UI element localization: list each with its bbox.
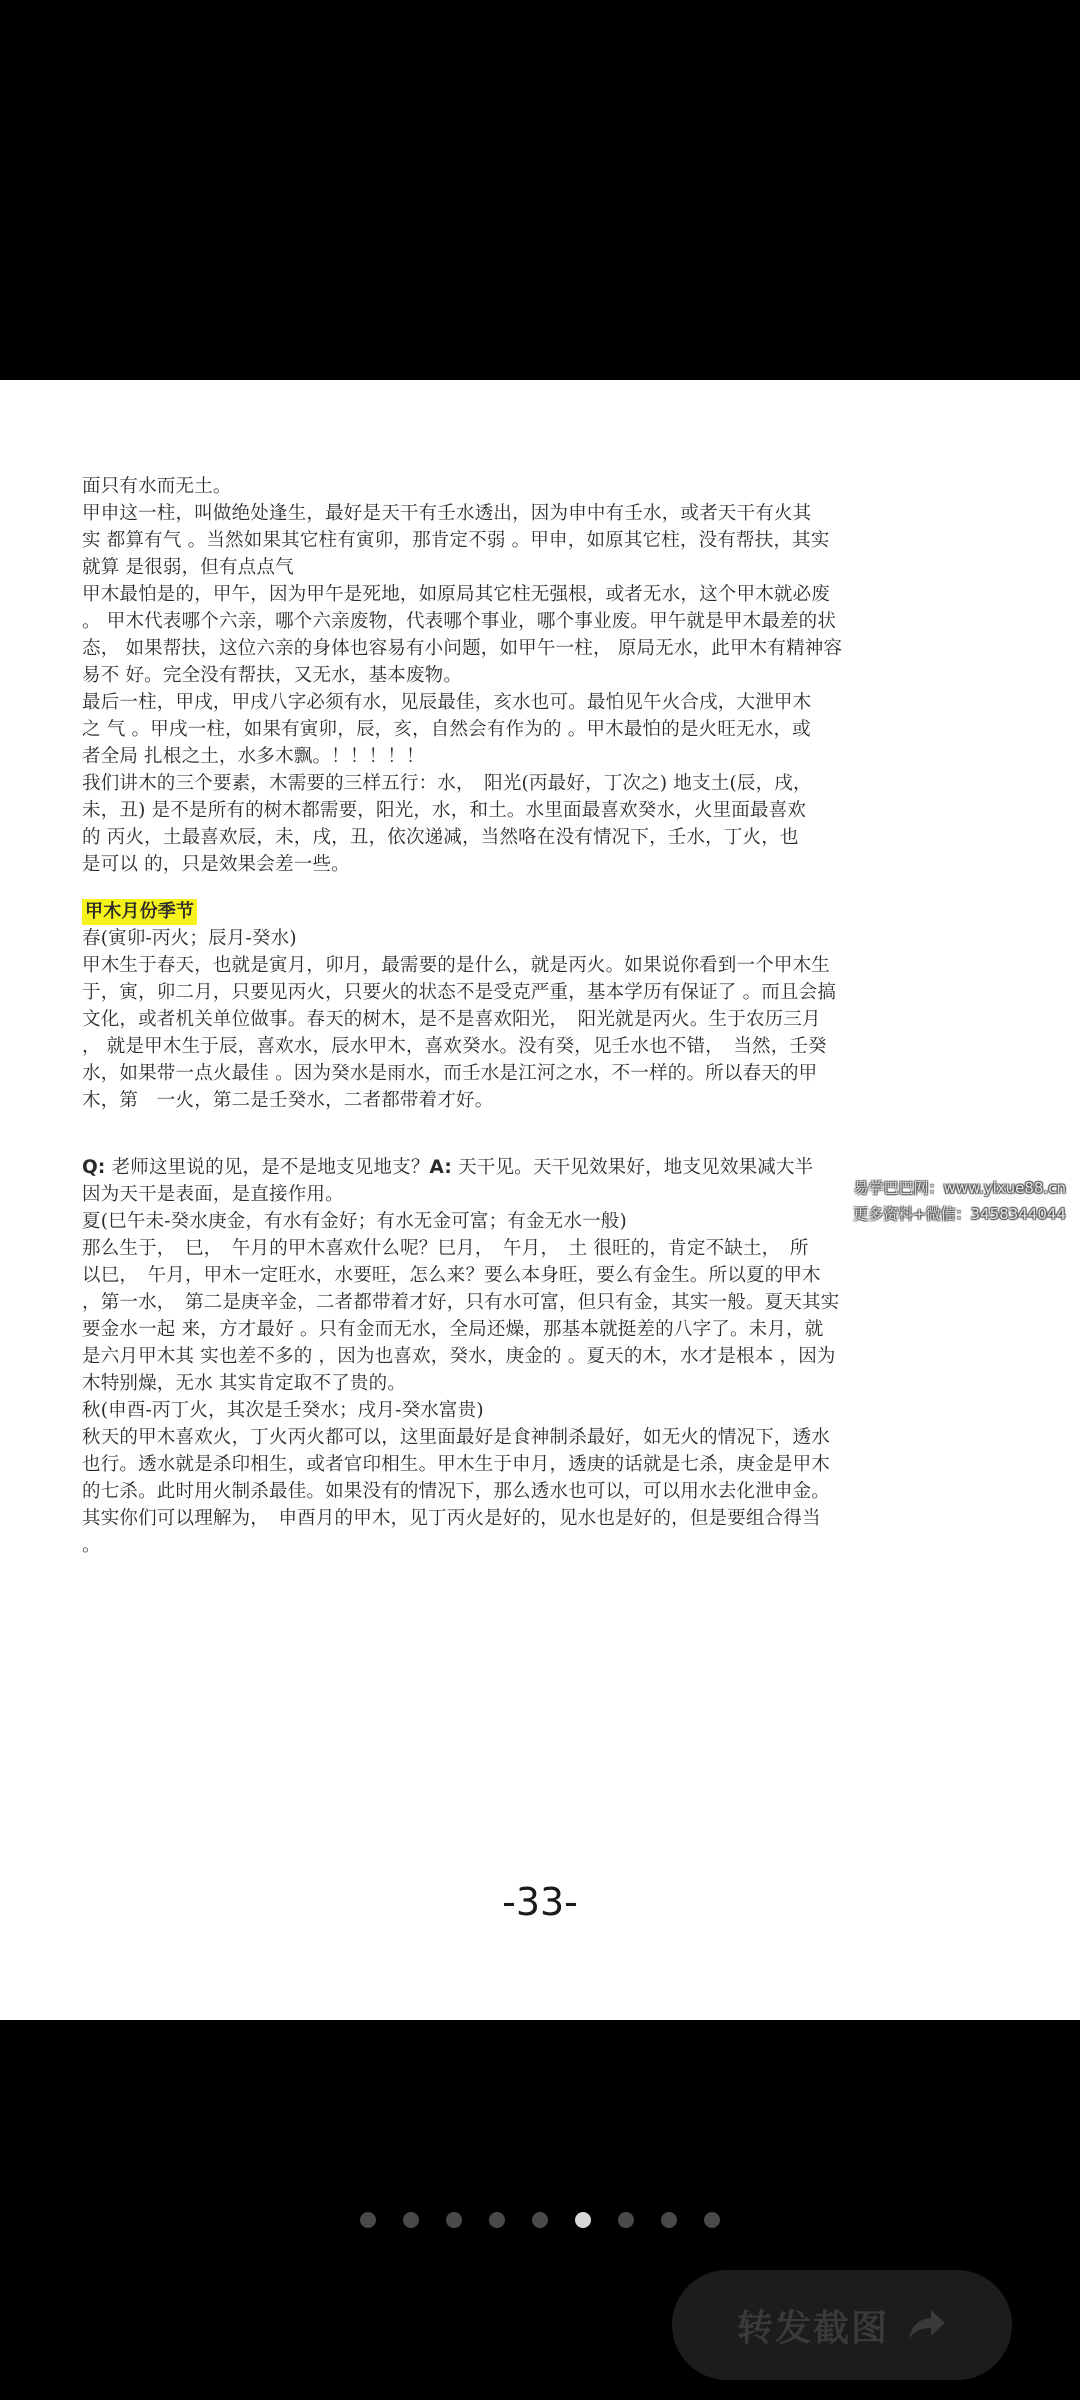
page-indicator — [0, 2212, 1080, 2228]
q-label: Q: — [82, 1157, 106, 1178]
intro-text-line: 最后一柱，甲戌，甲戌八字必须有水，见辰最佳，亥水也可。最怕见午火合戌，大泄甲木 — [82, 692, 812, 713]
summer-autumn-text-line: 秋天的甲木喜欢火，丁火丙火都可以，这里面最好是食神制杀最好，如无火的情况下，透水 — [82, 1427, 831, 1448]
page-indicator-dot[interactable] — [618, 2212, 634, 2228]
qa-continuation: 因为天干是表面，是直接作用。 — [82, 1184, 344, 1205]
section-heading: 甲木月份季节 — [82, 899, 197, 925]
page-indicator-dot[interactable] — [489, 2212, 505, 2228]
share-arrow-icon — [907, 2308, 947, 2342]
summer-autumn-text-line: 以巳， 午月，甲木一定旺水，水要旺，怎么来？要么本身旺，要么有金生。所以夏的甲木 — [82, 1265, 821, 1286]
watermark-line-2: 更多资料+微信：3458344044 — [852, 1205, 1066, 1223]
intro-text-line: 的 丙火，土最喜欢辰，未，戌，丑，依次递减，当然咯在没有情况下，壬水，丁火，也 — [82, 827, 799, 848]
summer-autumn-text-line: 木特别燥，无水 其实肯定取不了贵的。 — [82, 1373, 406, 1394]
intro-text-line: 。 甲木代表哪个六亲，哪个六亲废物，代表哪个事业，哪个事业废。甲午就是甲木最差的状 — [82, 611, 837, 632]
top-dark-area — [0, 0, 1080, 380]
document-page — [0, 380, 1080, 2020]
intro-text-line: 态， 如果帮扶，这位六亲的身体也容易有小问题，如甲午一柱， 原局无水，此甲木有精神容 — [82, 638, 843, 659]
watermark-line-1: 易学巴巴网：www.yixue88.cn — [853, 1179, 1066, 1197]
summer-autumn-text-line: ，第一水， 第二是庚辛金，二者都带着才好，只有水可富，但只有金，其实一般。夏天其实 — [82, 1292, 840, 1313]
intro-text-line: 易不 好。完全没有帮扶，又无水，基本废物。 — [82, 665, 463, 686]
spring-text-line: ， 就是甲木生于辰，喜欢水，辰水甲木，喜欢癸水。没有癸，见壬水也不错， 当然，壬癸 — [82, 1036, 827, 1057]
q-text: 老师这里说的见，是不是地支见地支？ — [105, 1157, 430, 1178]
spring-text-line: 木，第 一火，第二是壬癸水，二者都带着才好。 — [82, 1090, 494, 1111]
watermark — [853, 1175, 1066, 1227]
intro-text-line: 之 气 。甲戌一柱，如果有寅卯，辰，亥，自然会有作为的 。甲木最怕的是火旺无水，或 — [82, 719, 811, 740]
page-indicator-dot[interactable] — [532, 2212, 548, 2228]
summer-autumn-text-line: 其实你们可以理解为， 申酉月的甲木，见丁丙火是好的，见水也是好的，但是要组合得当 — [82, 1508, 821, 1529]
summer-autumn-text-line: 秋(申酉-丙丁火，其次是壬癸水；戌月-癸水富贵) — [82, 1400, 484, 1421]
spring-text-line: 春(寅卯-丙火；辰月-癸水) — [82, 928, 297, 949]
summer-autumn-text-line: 也行。透水就是杀印相生，或者官印相生。甲木生于申月，透庚的话就是七杀，庚金是甲木 — [82, 1454, 831, 1475]
intro-text-line: 实 都算有气 。当然如果其它柱有寅卯，那肯定不弱 。甲申，如原其它柱，没有帮扶，其实 — [82, 530, 830, 551]
intro-text-line: 未，丑) 是不是所有的树木都需要，阳光，水，和土。水里面最喜欢癸水，火里面最喜欢 — [82, 800, 807, 821]
page-indicator-dot[interactable] — [403, 2212, 419, 2228]
intro-text-line: 甲申这一柱，叫做绝处逢生，最好是天干有壬水透出，因为申中有壬水，或者天干有火其 — [82, 503, 812, 524]
intro-text-line: 我们讲木的三个要素，木需要的三样五行：水， 阳光(丙最好，丁次之) 地支土(辰，戌， — [82, 773, 812, 794]
intro-text-line: 就算 是很弱，但有点点气 — [82, 557, 294, 578]
spring-text-line: 甲木生于春天，也就是寅月，卯月，最需要的是什么，就是丙火。如果说你看到一个甲木生 — [82, 955, 831, 976]
summer-autumn-text-line: 夏(巳午未-癸水庚金，有水有金好；有水无金可富；有金无水一般) — [82, 1211, 627, 1232]
share-screenshot-button[interactable] — [672, 2270, 1012, 2380]
page-indicator-dot[interactable] — [704, 2212, 720, 2228]
intro-paragraphs — [82, 473, 922, 878]
summer-autumn-text-line: 的七杀。此时用火制杀最佳。如果没有的情况下，那么透水也可以，可以用水去化泄申金。 — [82, 1481, 831, 1502]
page-indicator-dot[interactable] — [575, 2212, 591, 2228]
spring-text-line: 文化，或者机关单位做事。春天的树木，是不是喜欢阳光， 阳光就是丙火。生于农历三月 — [82, 1009, 821, 1030]
summer-autumn-text-line: 要金水一起 来，方才最好 。只有金而无水，全局还燥，那基本就挺差的八字了。未月，就 — [82, 1319, 824, 1340]
spring-text-line: 于，寅，卯二月，只要见丙火，只要火的状态不是受克严重，基本学历有保证了 。而且会搞 — [82, 982, 837, 1003]
page-number: -33- — [502, 1880, 578, 1924]
spring-text-line: 水，如果带一点火最佳 。因为癸水是雨水，而壬水是江河之水，不一样的。所以春天的甲 — [82, 1063, 818, 1084]
summer-autumn-text-line: 是六月甲木其 实也差不多的 ，因为也喜欢，癸水，庚金的 。夏天的木，水才是根本 ，因为 — [82, 1346, 836, 1367]
a-label: A: — [429, 1157, 452, 1178]
intro-text-line: 是可以 的，只是效果会差一些。 — [82, 854, 350, 875]
intro-text-line: 者全局 扎根之土，水多木飘。！！！！！ — [82, 746, 425, 767]
page-indicator-dot[interactable] — [661, 2212, 677, 2228]
intro-text-line: 面只有水而无土。 — [82, 476, 232, 497]
page-indicator-dot[interactable] — [446, 2212, 462, 2228]
spring-paragraphs — [82, 925, 922, 1114]
summer-autumn-paragraphs — [82, 1208, 922, 1559]
a-text: 天干见。天干见效果好，地支见效果减大半 — [451, 1157, 814, 1178]
page-indicator-dot[interactable] — [360, 2212, 376, 2228]
qa-question-line — [82, 1154, 922, 1181]
intro-text-line: 甲木最怕是的，甲午，因为甲午是死地，如原局其它柱无强根，或者无水，这个甲木就必废 — [82, 584, 831, 605]
share-label: 转发截图 — [736, 2307, 889, 2349]
summer-autumn-text-line: 那么生于， 巳， 午月的甲木喜欢什么呢？巳月， 午月， 土 很旺的，肯定不缺土， 所 — [82, 1238, 809, 1259]
summer-autumn-text-line: 。 — [82, 1535, 101, 1556]
page-content — [82, 473, 922, 1559]
